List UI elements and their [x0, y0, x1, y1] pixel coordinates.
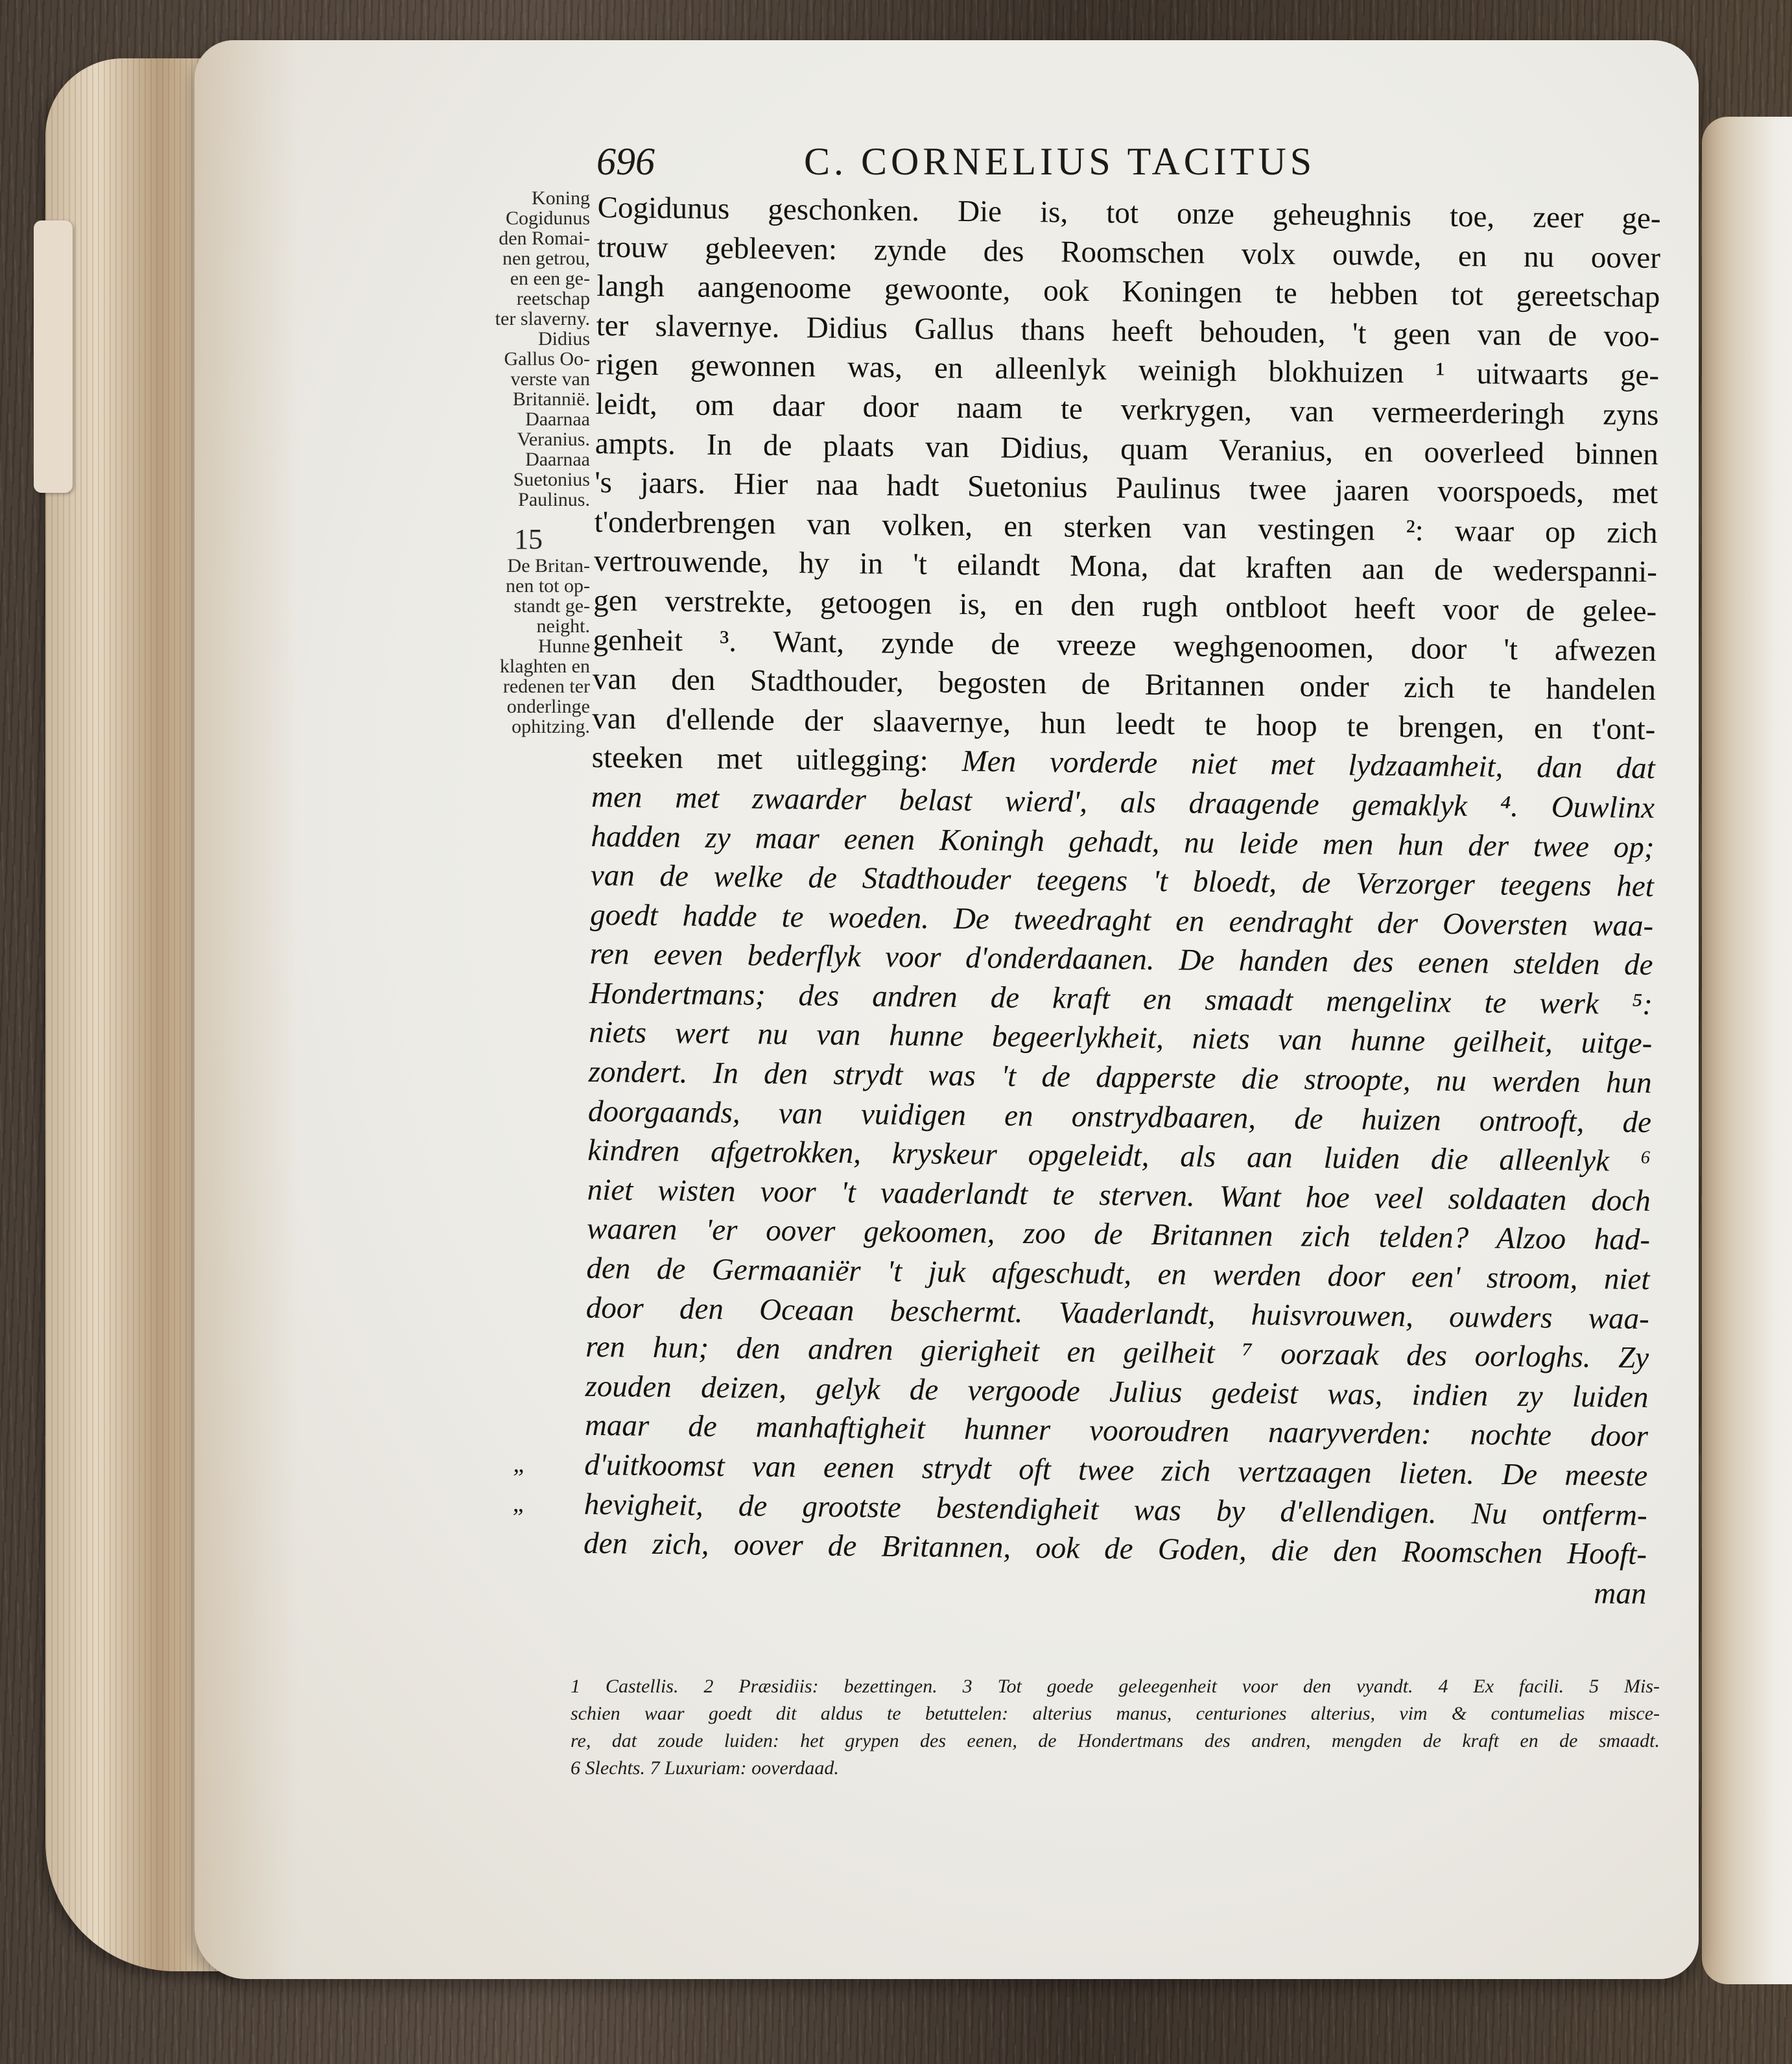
margin-note-veranius: [467, 409, 590, 449]
text-line: leidt, om daar door naam te verkrygen, van vermeerderingh zyns: [595, 386, 1659, 433]
text-line: langh aangenoome gewoonte, ook Koningen te hebben tot gereetschap: [596, 269, 1660, 314]
margin-note-line: den Romai-: [499, 228, 590, 249]
margin-note-cogidunus: [467, 188, 590, 329]
italic-line: zouden deizen, gelyk de vergoode Julius gedeist was, indien zy luiden: [585, 1369, 1649, 1414]
italic-line: men met zwaarder belast wierd', als draagende gemaklyk ⁴. Ouwlinx: [591, 779, 1655, 825]
footnote-line: 6 Slechts. 7 Luxuriam: ooverdaad.: [571, 1757, 839, 1779]
quote-mark: „: [512, 1489, 527, 1517]
margin-note-klaghten: [467, 636, 590, 737]
margin-note-line: en een ge-: [510, 268, 590, 289]
italic-line: waaren 'er oover gekoomen, zoo de Britannen zich telden? Alzoo had-: [586, 1212, 1651, 1257]
margin-note-line: Hunne: [538, 635, 590, 657]
margin-note-line: Daarnaa: [525, 409, 590, 430]
italic-line: door den Oceaan beschermt. Vaaderlandt, huisvrouwen, ouwders waa-: [585, 1290, 1650, 1336]
italic-line: Hondertmans; des andren de kraft en smaadt mengelinx te werk ⁵:: [589, 976, 1653, 1021]
italic-line: goedt hadde te woeden. De tweedraght en eendraght der Ooversten waa-: [589, 897, 1654, 943]
quote-mark: „: [513, 1450, 527, 1478]
running-title: C. CORNELIUS TACITUS: [804, 140, 1316, 183]
text-line: 's jaars. Hier naa hadt Suetonius Paulinus twee jaaren voorspoeds, met: [594, 466, 1658, 511]
text-italic: hevigheit, de grootste bestendigheit was by d'ellendigen. Nu ontferm-: [584, 1487, 1647, 1532]
margin-note-line: reetschap: [516, 288, 590, 309]
italic-line: van de welke de Stadthouder teegens 't bloedt, de Verzorger teegens het: [590, 859, 1655, 904]
margin-note-britannen: [467, 556, 590, 636]
margin-note-line: De Britan-: [507, 555, 590, 576]
italic-line: niet wisten voor 't vaaderlandt te sterven. Want hoe veel soldaaten doch: [587, 1172, 1651, 1218]
text-line: vertrouwende, hy in 't eilandt Mona, dat kraften aan de wederspanni-: [593, 544, 1658, 589]
footnote-line: re, dat zoude luiden: het grypen des eenen, de Hondertmans des andren, mengden de kraft en de smaadt.: [571, 1730, 1660, 1751]
text-line: gen verstrekte, getoogen is, en den rugh ontbloot heeft voor de gelee-: [593, 583, 1657, 629]
text-roman: steeken met uitlegging:: [591, 741, 928, 778]
text-line: trouw gebleeven: zynde des Roomschen volx ouwde, en nu oover: [596, 230, 1661, 275]
margin-note-line: Britannië.: [512, 388, 590, 410]
margin-note-line: Daarnaa: [525, 449, 590, 470]
italic-line: kindren afgetrokken, kryskeur opgeleidt, als aan luiden die alleenlyk ⁶: [587, 1133, 1651, 1179]
margin-note-line: Gallus Oo-: [504, 348, 590, 370]
margin-note-suetonius: [467, 449, 590, 510]
margin-note-line: ophitzing.: [512, 716, 590, 737]
footnote-line: schien waar goedt dit aldus te betuttelen: alterius manus, centuriones alterius, vim & contumelias misce-: [571, 1703, 1660, 1724]
text-line: genheit ³. Want, zynde de vreeze weghgenoomen, door 't afwezen: [593, 623, 1656, 668]
italic-line: den zich, oover de Britannen, ook de Goden, die den Roomschen Hooft-: [583, 1526, 1647, 1572]
italic-line: niets wert nu van hunne begeerlykheit, niets van hunne geilheit, uitge-: [589, 1015, 1653, 1061]
text-line: van d'ellende der slaavernye, hun leedt te hoop te brengen, en t'ont-: [592, 701, 1656, 746]
text-italic: d'uitkoomst van eenen strydt oft twee zich vertzaagen lieten. De meeste: [584, 1447, 1648, 1493]
margin-note-line: Cogidunus: [505, 208, 590, 229]
margin-note-didius: [467, 329, 590, 409]
margin-note-line: ter slaverny.: [495, 308, 590, 329]
margin-note-line: verste van: [510, 368, 590, 390]
italic-line: ren hun; den andren gierigheit en geilheit ⁷ oorzaak des oorloghs. Zy: [585, 1330, 1649, 1375]
text-line: t'onderbrengen van volken, en sterken van vestingen ²: waar op zich: [594, 504, 1658, 550]
margin-note-line: neight.: [536, 615, 590, 637]
text-line: ampts. In de plaats van Didius, quam Veranius, en ooverleed binnen: [595, 426, 1659, 471]
text-line: van den Stadthouder, begosten de Britannen onder zich te handelen: [592, 662, 1656, 707]
footnote-line: 1 Castellis. 2 Præsidiis: bezettingen. 3 Tot goede geleegenheit voor den vyandt. 4 Ex facili. 5 Mis-: [571, 1676, 1660, 1697]
text-italic: Men vorderde niet met lydzaamheit, dan dat: [961, 744, 1656, 786]
margin-note-line: Veranius.: [517, 429, 590, 450]
footnotes: [571, 1673, 1660, 1782]
text-line: rigen gewonnen was, en alleenlyk weinigh blokhuizen ¹ uitwaarts ge-: [595, 348, 1660, 393]
margin-note-line: standt ge-: [513, 595, 590, 617]
facing-page-sliver: [1702, 117, 1792, 1984]
italic-line: zondert. In den strydt was 't de dapperste die stroopte, nu werden hun: [588, 1054, 1652, 1100]
italic-line: den de Germaaniër 't juk afgeschudt, en werden door een' stroom, niet: [586, 1251, 1650, 1297]
margin-note-line: nen tot op-: [506, 575, 590, 597]
margin-note-line: Suetonius: [513, 469, 590, 490]
margin-note-line: Koning: [532, 187, 590, 209]
margin-note-line: onderlinge: [506, 696, 590, 717]
margin-note-line: Didius: [537, 328, 590, 350]
margin-note-line: Paulinus.: [518, 489, 590, 510]
italic-line: maar de manhaftigheit hunner vooroudren naaryverden: nochte door: [584, 1408, 1649, 1454]
italic-line: doorgaands, van vuidigen en onstrydbaaren, de huizen ontrooft, de: [587, 1094, 1652, 1139]
margin-notes: [467, 188, 590, 737]
italic-line: ren eeven bederflyk voor d'onderdaanen. De handen des eenen stelden de: [589, 937, 1653, 982]
catchword: man: [1594, 1576, 1647, 1611]
torn-page-flap: [34, 220, 73, 493]
section-number: 15: [514, 523, 543, 555]
margin-note-line: redenen ter: [502, 676, 590, 697]
text-line: ter slavernye. Didius Gallus thans heeft behouden, 't geen van de voo-: [596, 308, 1660, 353]
margin-note-line: klaghten en: [499, 656, 590, 677]
text-line: Cogidunus geschonken. Die is, tot onze geheughnis toe, zeer ge-: [597, 190, 1661, 236]
margin-note-line: nen getrou,: [502, 248, 590, 269]
italic-line: hadden zy maar eenen Koningh gehadt, nu leide men hun der twee op;: [591, 819, 1655, 864]
page-number: 696: [596, 140, 655, 183]
